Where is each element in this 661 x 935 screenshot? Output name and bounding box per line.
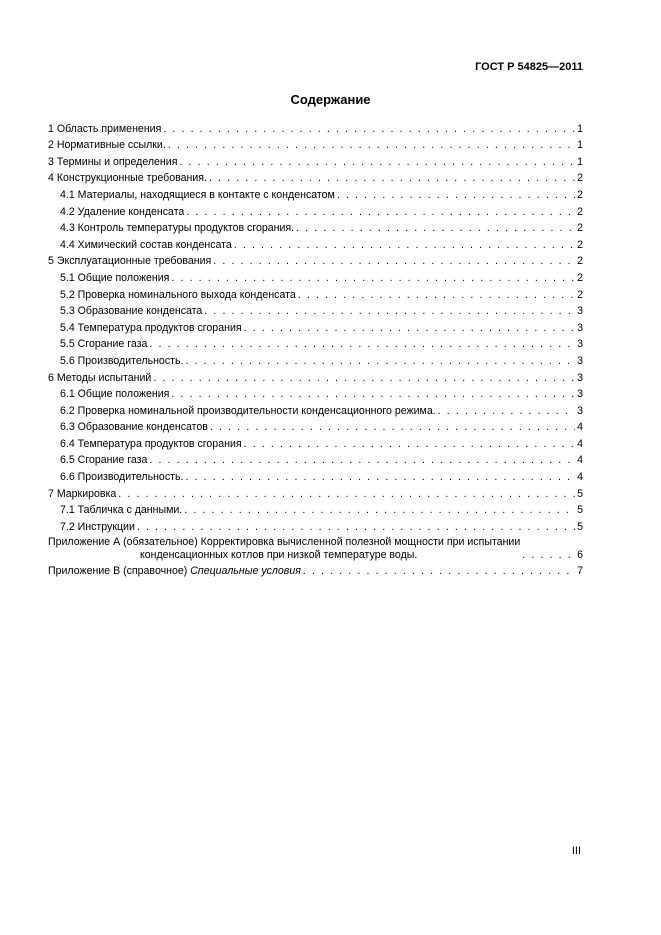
dot-leader (179, 156, 575, 169)
toc-entry-page: 3 (577, 354, 583, 367)
dot-leader (149, 338, 575, 351)
toc-entry-3[interactable] (48, 152, 583, 169)
toc-entry-page: 2 (577, 205, 583, 218)
toc-entry-label: 6 Методы испытаний (48, 371, 152, 384)
toc-entry-label: 4.4 Химический состав конденсата (60, 238, 232, 251)
page-number: III (571, 845, 581, 857)
toc-entry-label: 5 Эксплуатационные требования (48, 255, 212, 268)
toc-entry-page: 2 (577, 271, 583, 284)
toc-entry-page: 1 (577, 139, 583, 152)
table-of-contents (48, 119, 583, 578)
toc-entry-page: 2 (577, 172, 583, 185)
dot-leader (337, 189, 575, 202)
toc-entry-label: 5.6 Производительность. (60, 354, 184, 367)
toc-entry-label: 4.2 Удаление конденсата (60, 205, 185, 218)
toc-entry-page: 5 (577, 504, 583, 517)
toc-entry-5-1[interactable] (48, 268, 583, 285)
toc-entry-label: 6.4 Температура продуктов сгорания (60, 437, 242, 450)
toc-entry-7-2[interactable] (48, 517, 583, 534)
toc-entry-4-2[interactable] (48, 202, 583, 219)
dot-leader (209, 172, 575, 185)
toc-entry-page: 2 (577, 288, 583, 301)
dot-leader (234, 239, 575, 252)
dot-leader (298, 289, 575, 302)
dot-leader (184, 504, 575, 517)
toc-entry-page: 3 (577, 371, 583, 384)
toc-entry-5-6[interactable] (48, 351, 583, 368)
toc-entry-4-1[interactable] (48, 185, 583, 202)
toc-entry-label: 7.2 Инструкции (60, 520, 135, 533)
toc-entry-page: 7 (577, 565, 583, 578)
toc-entry-page: 4 (577, 471, 583, 484)
toc-entry-label: 7.1 Табличка с данными. (60, 504, 183, 517)
appendix-b-title: Специальные условия (190, 565, 301, 578)
toc-entry-label: 1 Область применения (48, 122, 162, 135)
toc-entry-page: 4 (577, 437, 583, 450)
toc-entry-page: 3 (577, 404, 583, 417)
toc-entry-7-1[interactable] (48, 501, 583, 518)
document-id-header: ГОСТ Р 54825—2011 (475, 61, 583, 73)
dot-leader (303, 565, 575, 578)
dot-leader (186, 206, 575, 219)
dot-leader (244, 438, 575, 451)
dot-leader (210, 421, 575, 434)
toc-entry-page: 2 (577, 238, 583, 251)
toc-entry-page: 5 (577, 487, 583, 500)
toc-entry-page: 3 (577, 305, 583, 318)
toc-entry-label (48, 565, 301, 578)
dot-leader (244, 322, 575, 335)
toc-entry-5-5[interactable] (48, 335, 583, 352)
toc-entry-1[interactable] (48, 119, 583, 136)
dot-leader (185, 355, 575, 368)
toc-entry-label: 5.5 Сгорание газа (60, 338, 148, 351)
toc-entry-label: 6.2 Проверка номинальной производительности конденсационного режима. (60, 404, 436, 417)
dot-leader (168, 139, 575, 152)
toc-entry-page: 3 (577, 388, 583, 401)
dot-leader (118, 488, 575, 501)
toc-entry-label: 5.3 Образование конденсата (60, 305, 203, 318)
toc-entry-label: 6.1 Общие положения (60, 388, 170, 401)
dot-leader (522, 549, 575, 562)
toc-entry-label: 4.3 Контроль температуры продуктов сгорания. (60, 222, 295, 235)
toc-entry-2[interactable] (48, 136, 583, 153)
toc-entry-label: 4.1 Материалы, находящиеся в контакте с конденсатом (60, 188, 335, 201)
toc-entry-5-4[interactable] (48, 318, 583, 335)
dot-leader (153, 372, 575, 385)
toc-entry-6-6[interactable] (48, 467, 583, 484)
toc-entry-appendix-a[interactable] (48, 534, 583, 562)
dot-leader (213, 255, 575, 268)
toc-entry-page: 3 (577, 321, 583, 334)
dot-leader (171, 272, 575, 285)
toc-entry-page: 1 (577, 155, 583, 168)
toc-entry-6-5[interactable] (48, 451, 583, 468)
toc-entry-page: 2 (577, 255, 583, 268)
toc-entry-label: 6.3 Образование конденсатов (60, 421, 208, 434)
dot-leader (171, 388, 575, 401)
appendix-a-title-line1: Приложение А (обязательное) Корректировка вычисленной полезной мощности при испытании (48, 535, 521, 548)
toc-entry-label: 6.6 Производительность. (60, 471, 184, 484)
toc-entry-label: 3 Термины и определения (48, 155, 178, 168)
toc-entry-7[interactable] (48, 484, 583, 501)
toc-entry-label: 4 Конструкционные требования. (48, 172, 207, 185)
dot-leader (296, 222, 575, 235)
toc-entry-label (48, 536, 520, 562)
toc-entry-label: 7 Маркировка (48, 487, 117, 500)
toc-entry-label: 6.5 Сгорание газа (60, 454, 148, 467)
toc-entry-label: 5.1 Общие положения (60, 271, 170, 284)
dot-leader (149, 454, 575, 467)
toc-entry-6-4[interactable] (48, 434, 583, 451)
toc-entry-5[interactable] (48, 252, 583, 269)
toc-entry-6[interactable] (48, 368, 583, 385)
toc-entry-5-3[interactable] (48, 302, 583, 319)
toc-title: Содержание (290, 92, 371, 107)
appendix-b-prefix: Приложение В (справочное) (48, 565, 188, 578)
toc-entry-6-2[interactable] (48, 401, 583, 418)
toc-entry-page: 2 (577, 188, 583, 201)
toc-entry-6-3[interactable] (48, 418, 583, 435)
toc-entry-appendix-b[interactable] (48, 562, 583, 579)
toc-entry-4-4[interactable] (48, 235, 583, 252)
dot-leader (137, 521, 575, 534)
toc-entry-label: 5.2 Проверка номинального выхода конденсата (60, 288, 296, 301)
toc-entry-page: 5 (577, 520, 583, 533)
toc-entry-page: 4 (577, 454, 583, 467)
dot-leader (163, 123, 575, 136)
toc-entry-label: 5.4 Температура продуктов сгорания (60, 321, 242, 334)
appendix-a-title-line2: конденсационных котлов при низкой температуре воды. (140, 548, 418, 561)
toc-entry-4[interactable] (48, 169, 583, 186)
dot-leader (204, 305, 575, 318)
toc-entry-page: 3 (577, 338, 583, 351)
toc-entry-page: 2 (577, 222, 583, 235)
dot-leader (185, 471, 575, 484)
toc-entry-5-2[interactable] (48, 285, 583, 302)
toc-entry-6-1[interactable] (48, 385, 583, 402)
toc-entry-page: 6 (577, 548, 583, 561)
toc-entry-4-3[interactable] (48, 219, 583, 236)
toc-entry-page: 4 (577, 421, 583, 434)
dot-leader (438, 405, 575, 418)
toc-entry-page: 1 (577, 122, 583, 135)
toc-entry-label: 2 Нормативные ссылки. (48, 139, 166, 152)
